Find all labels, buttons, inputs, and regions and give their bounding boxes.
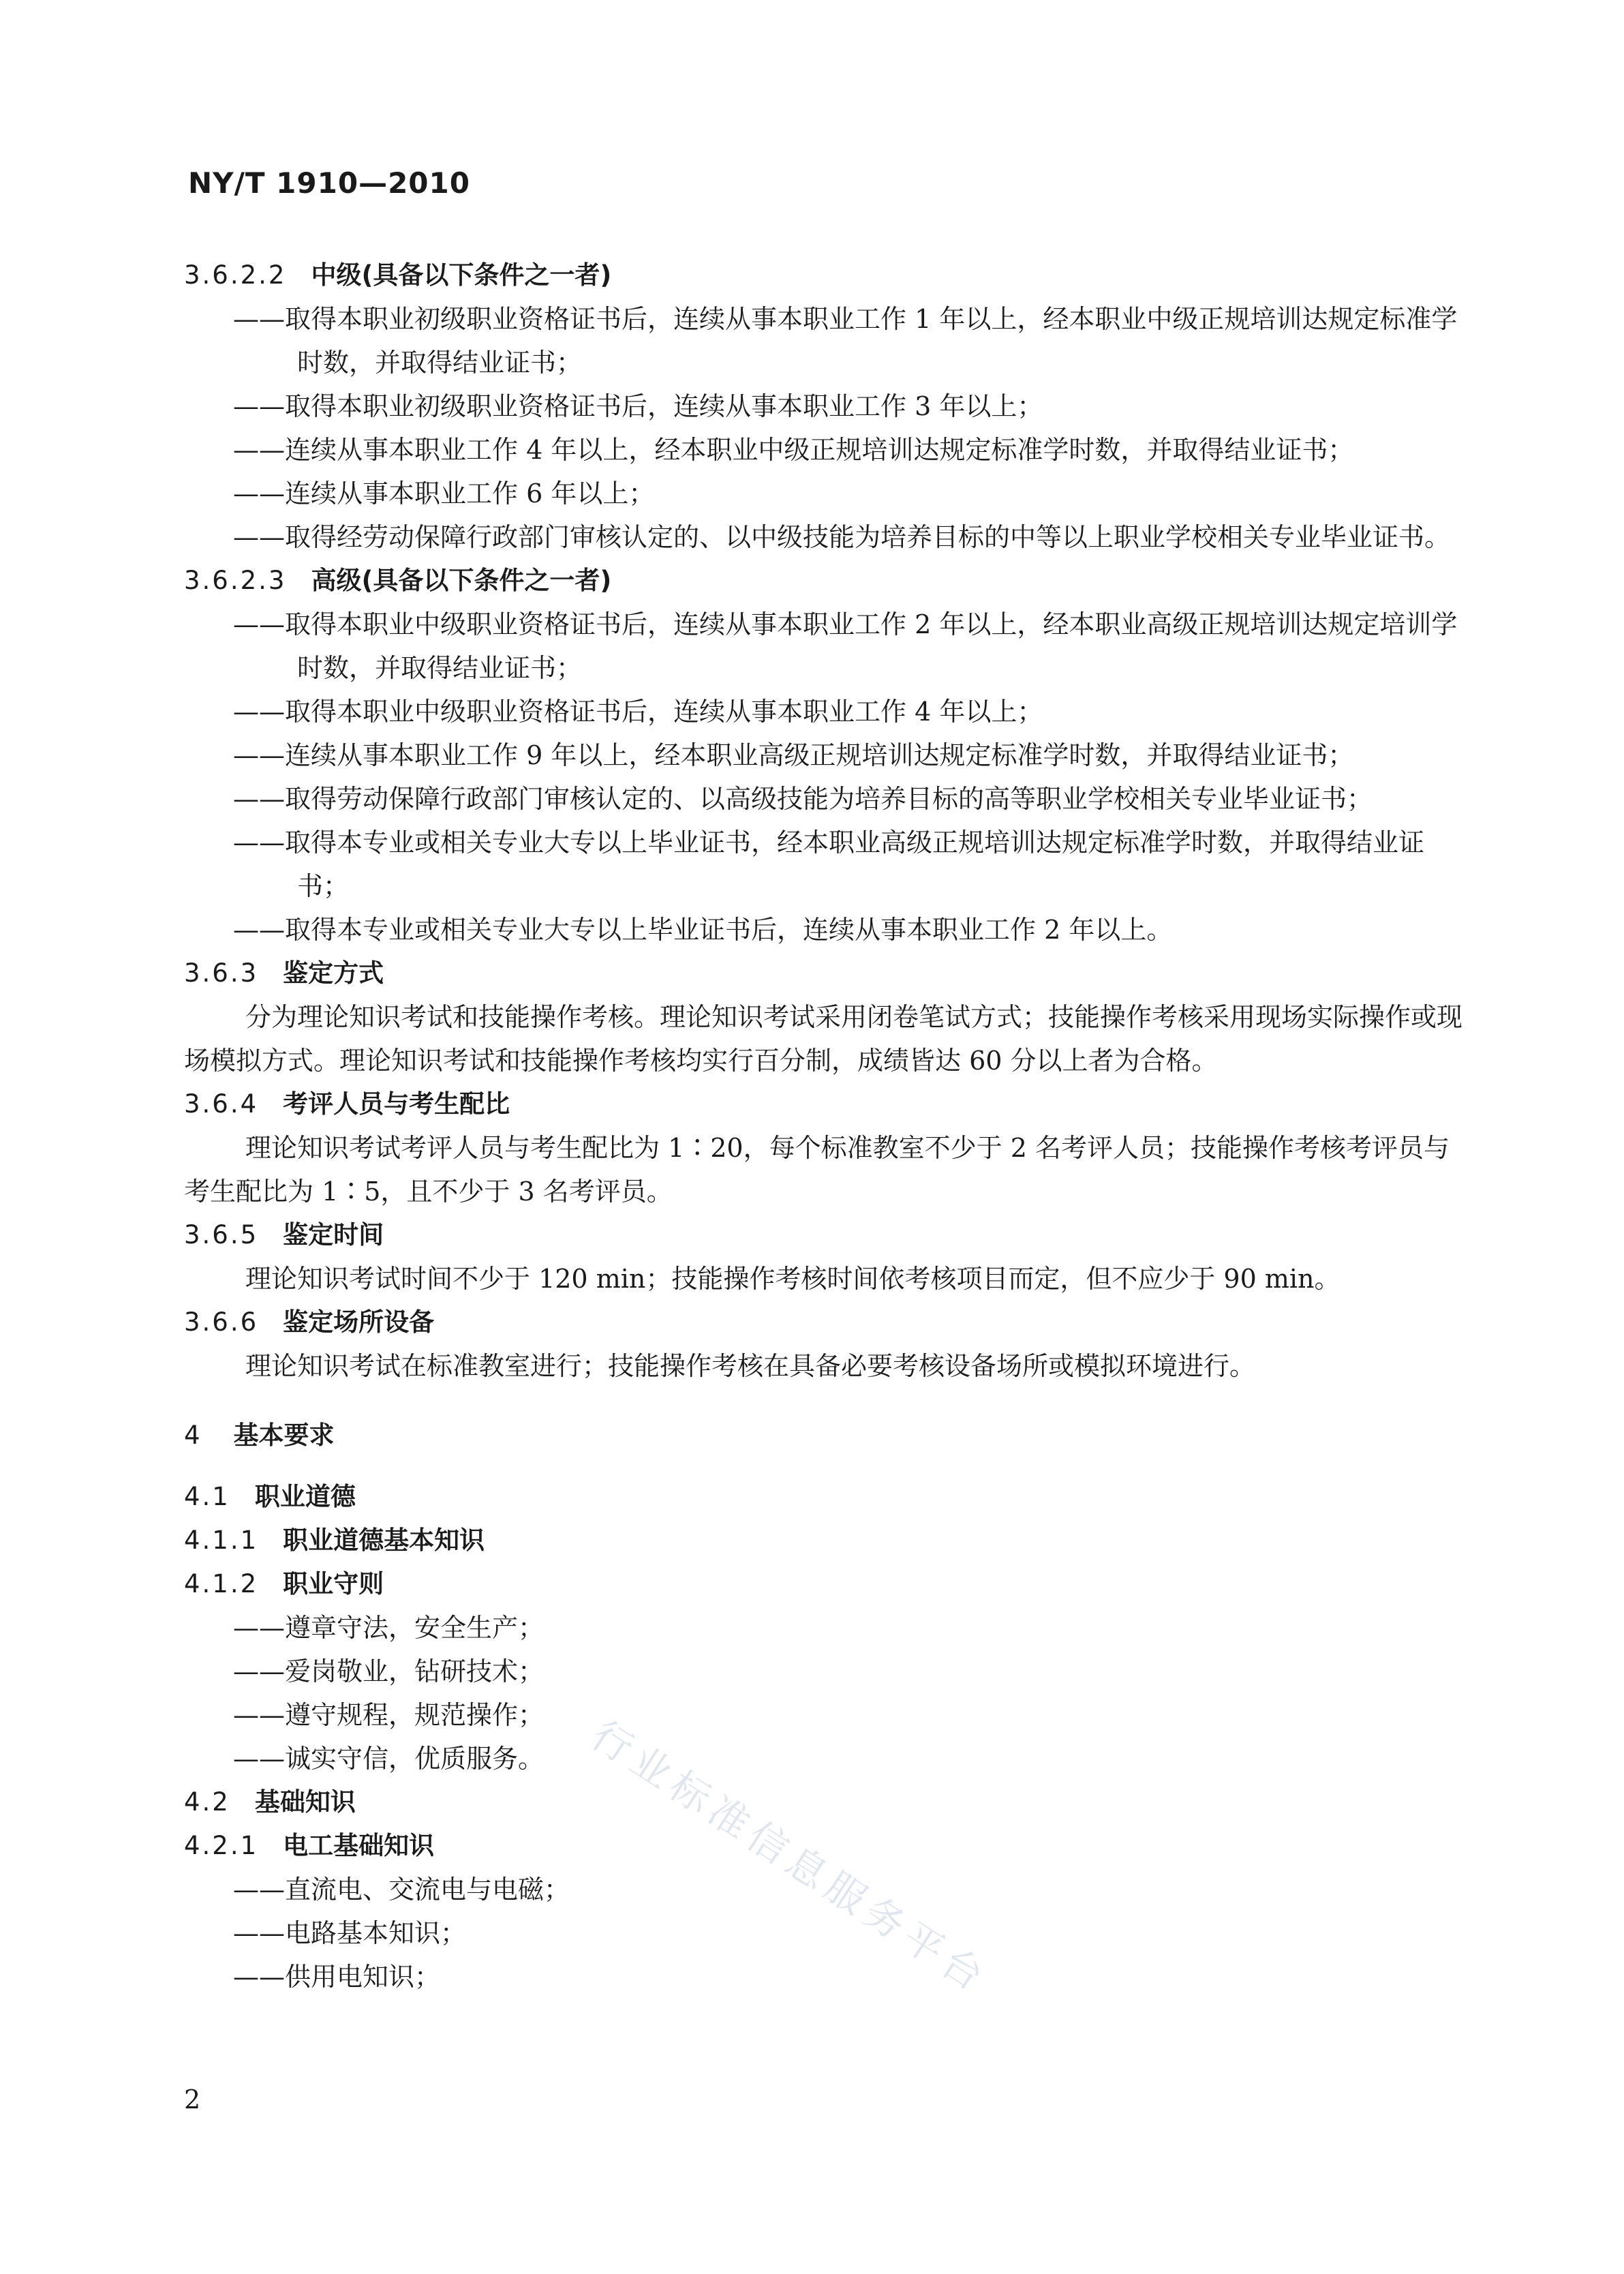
heading-3-6-5 xyxy=(184,1213,1465,1257)
page-number: 2 xyxy=(184,2084,201,2114)
heading-3-6-2-2 xyxy=(184,254,1465,297)
heading-4-1-2 xyxy=(184,1562,1465,1606)
heading-3-6-4 xyxy=(184,1082,1465,1126)
heading-3-6-2-3 xyxy=(184,559,1465,603)
heading-3-6-3 xyxy=(184,952,1465,995)
clause-number: 3.6.2.3 xyxy=(184,566,287,595)
clause-number: 3.6.5 xyxy=(184,1220,259,1249)
list-item: ——连续从事本职业工作 6 年以上； xyxy=(233,479,655,509)
heading-4-1-1 xyxy=(184,1519,1465,1562)
paragraph: 理论知识考试在标准教室进行；技能操作考核在具备必要考核设备场所或模拟环境进行。 xyxy=(245,1351,1256,1381)
watermark: 行业标准信息服务平台 xyxy=(583,1711,998,2003)
clause-title: 电工基础知识 xyxy=(283,1831,435,1860)
clause-number: 3.6.4 xyxy=(184,1089,259,1119)
clause-number: 4.1.2 xyxy=(184,1569,259,1598)
list-item: ——取得本职业中级职业资格证书后，连续从事本职业工作 2 年以上，经本职业高级正规培训达规定培训学时数，并取得结业证书； xyxy=(233,609,1458,683)
clause-title: 鉴定时间 xyxy=(283,1220,384,1249)
list-item: ——取得本职业初级职业资格证书后，连续从事本职业工作 3 年以上； xyxy=(233,391,1043,421)
clause-number: 3.6.3 xyxy=(184,958,259,988)
list-item: ——取得本专业或相关专业大专以上毕业证书，经本职业高级正规培训达规定标准学时数，并取得结业证书； xyxy=(233,828,1425,901)
clause-number: 3.6.2.2 xyxy=(184,260,287,290)
clause-number: 3.6.6 xyxy=(184,1307,259,1337)
paragraph: 理论知识考试考评人员与考生配比为 1∶20，每个标准教室不少于 2 名考评人员；技能操作考核考评员与考生配比为 1∶5，且不少于 3 名考评员。 xyxy=(184,1133,1450,1207)
list-item: ——电路基本知识； xyxy=(233,1918,467,1948)
clause-title: 高级(具备以下条件之一者) xyxy=(311,566,612,595)
list-item: ——连续从事本职业工作 9 年以上，经本职业高级正规培训达规定标准学时数，并取得结业证书； xyxy=(233,740,1354,770)
clause-number: 4.2 xyxy=(184,1787,230,1817)
heading-3-6-6 xyxy=(184,1301,1465,1344)
list-item: ——取得劳动保障行政部门审核认定的、以高级技能为培养目标的高等职业学校相关专业毕业证书； xyxy=(233,784,1373,814)
paragraph: 理论知识考试时间不少于 120 min；技能操作考核时间依考核项目而定，但不应少于 90 min。 xyxy=(245,1264,1340,1294)
list-item: ——遵守规程，规范操作； xyxy=(233,1700,545,1730)
clause-number: 4.2.1 xyxy=(184,1831,259,1860)
list-item: ——取得本职业初级职业资格证书后，连续从事本职业工作 1 年以上，经本职业中级正规培训达规定标准学时数，并取得结业证书； xyxy=(233,304,1458,378)
clause-number: 4.1 xyxy=(184,1482,230,1511)
heading-4 xyxy=(184,1414,1465,1457)
clause-title: 鉴定方式 xyxy=(283,958,384,988)
chapter-title: 基本要求 xyxy=(233,1421,335,1450)
clause-title: 鉴定场所设备 xyxy=(283,1307,435,1337)
list-item: ——取得本专业或相关专业大专以上毕业证书后，连续从事本职业工作 2 年以上。 xyxy=(233,915,1173,945)
list-item: ——取得本职业中级职业资格证书后，连续从事本职业工作 4 年以上； xyxy=(233,697,1043,727)
list-item: ——遵章守法，安全生产； xyxy=(233,1613,545,1643)
list-item: ——取得经劳动保障行政部门审核认定的、以中级技能为培养目标的中等以上职业学校相关专业毕业证书。 xyxy=(233,522,1451,552)
heading-4-2 xyxy=(184,1780,1465,1824)
clause-number: 4.1.1 xyxy=(184,1526,259,1555)
list-item: ——诚实守信，优质服务。 xyxy=(233,1744,545,1774)
list-item: ——直流电、交流电与电磁； xyxy=(233,1875,570,1905)
clause-title: 考评人员与考生配比 xyxy=(283,1089,510,1119)
clause-title: 基础知识 xyxy=(254,1787,356,1817)
list-item: ——爱岗敬业，钻研技术； xyxy=(233,1656,545,1686)
list-item: ——连续从事本职业工作 4 年以上，经本职业中级正规培训达规定标准学时数，并取得结业证书； xyxy=(233,435,1354,465)
list-item: ——供用电知识； xyxy=(233,1962,441,1992)
heading-4-1 xyxy=(184,1475,1465,1519)
clause-title: 职业守则 xyxy=(283,1569,384,1598)
clause-title: 职业道德 xyxy=(254,1482,356,1511)
chapter-number: 4 xyxy=(184,1421,202,1450)
standard-code: NY/T 1910—2010 xyxy=(188,166,470,200)
paragraph: 分为理论知识考试和技能操作考核。理论知识考试采用闭卷笔试方式；技能操作考核采用现场实际操作或现场模拟方式。理论知识考试和技能操作考核均实行百分制，成绩皆达 60 分以上者为合格。 xyxy=(184,1002,1463,1076)
clause-title: 中级(具备以下条件之一者) xyxy=(311,260,612,290)
document-body xyxy=(184,254,1465,1999)
clause-title: 职业道德基本知识 xyxy=(283,1526,485,1555)
